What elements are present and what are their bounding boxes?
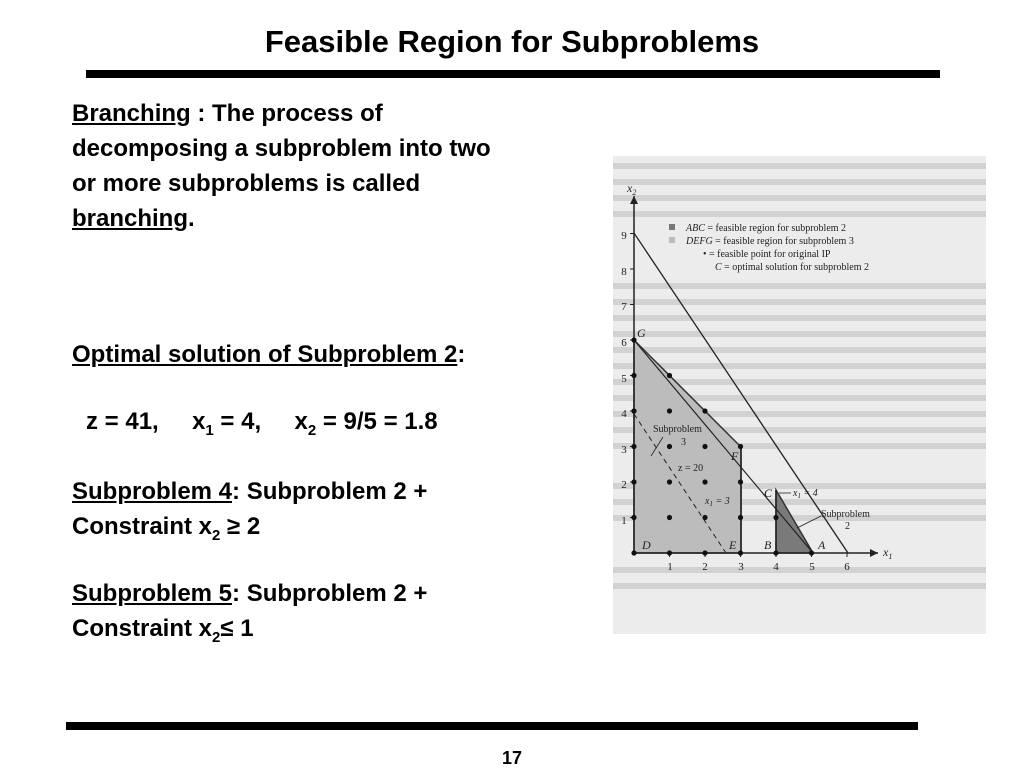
- page-number: 17: [501, 748, 523, 768]
- feasible-point: [738, 479, 743, 484]
- slide-title: Feasible Region for Subproblems: [264, 24, 760, 59]
- feasible-region-plot: [613, 156, 986, 634]
- x-axis-arrow: [870, 549, 878, 557]
- x1-eq-4-label: $x_1 = 4$: [793, 488, 818, 500]
- feasible-point: [702, 515, 707, 520]
- point-label-g: G: [637, 326, 646, 340]
- feasible-point: [809, 550, 814, 555]
- y-axis-label: $x_2$: [627, 181, 637, 197]
- feasible-region-figure: [613, 156, 986, 634]
- feasible-point: [738, 550, 743, 555]
- subproblem-5-constraint: Constraint $x_2\le 1$: [72, 615, 254, 646]
- y-tick-label: 7: [621, 301, 627, 313]
- y-tick-label: 5: [621, 373, 627, 385]
- feasible-point: [667, 550, 672, 555]
- optimal-heading-colon: :: [457, 341, 466, 368]
- feasible-point: [773, 515, 778, 520]
- legend-item-abc: ABC = feasible region for subproblem 2: [686, 223, 847, 234]
- subproblem-4-rest: : Subproblem 2 +: [232, 478, 428, 505]
- y-tick-label: 9: [621, 230, 627, 242]
- optimal-heading: [72, 337, 465, 372]
- subproblem-3-region: [634, 340, 741, 553]
- legend-item-point: • = feasible point for original IP: [703, 249, 831, 260]
- subproblem-4-constraint: Constraint $x_2 \ge 2$: [72, 513, 261, 544]
- top-rule: [86, 70, 940, 78]
- point-label-a: A: [818, 538, 826, 552]
- x-axis-label: $x_1$: [883, 545, 893, 561]
- figure-legend: [669, 223, 869, 273]
- feasible-point: [631, 373, 636, 378]
- branching-line-1: : The process of: [190, 100, 383, 127]
- feasible-point: [631, 444, 636, 449]
- x-tick-label: 2: [702, 561, 708, 573]
- branching-definition: [72, 96, 491, 236]
- point-label-e: E: [729, 538, 737, 552]
- legend-swatch-abc: [669, 224, 675, 230]
- y-tick-label: 2: [621, 479, 627, 491]
- x-tick-label: 1: [667, 561, 673, 573]
- x-tick-label: 6: [844, 561, 850, 573]
- feasible-point: [667, 479, 672, 484]
- branching-line-2: decomposing a subproblem into two: [72, 135, 491, 162]
- feasible-point: [738, 444, 743, 449]
- legend-item-defg: DEFG = feasible region for subproblem 3: [686, 236, 854, 247]
- bottom-rule: [66, 722, 918, 730]
- subproblem-3-label: Subproblem: [653, 424, 702, 435]
- point-label-b: B: [764, 538, 772, 552]
- x1-value: $x_1 = 4$,: [192, 408, 262, 439]
- feasible-point: [667, 408, 672, 413]
- feasible-point: [702, 444, 707, 449]
- y-tick-label: 1: [621, 515, 627, 527]
- subproblem-2-label: Subproblem: [821, 509, 870, 520]
- feasible-point: [667, 444, 672, 449]
- legend-item-c: C = optimal solution for subproblem 2: [715, 262, 869, 273]
- subproblem-5-rest: : Subproblem 2 +: [232, 580, 428, 607]
- subproblem-3-number: 3: [681, 437, 686, 448]
- feasible-point: [667, 373, 672, 378]
- branching-line-3: or more subproblems is called: [72, 170, 421, 197]
- subproblem-5-label: Subproblem 5: [72, 580, 233, 607]
- feasible-point: [773, 550, 778, 555]
- subproblem-2-number: 2: [845, 521, 850, 532]
- point-label-c: C: [764, 486, 773, 500]
- legend-swatch-defg: [669, 237, 675, 243]
- point-label-d: D: [642, 538, 651, 552]
- subproblem-4-label: Subproblem 4: [72, 478, 233, 505]
- feasible-point: [631, 515, 636, 520]
- feasible-point: [631, 408, 636, 413]
- feasible-point: [702, 479, 707, 484]
- optimal-values: [86, 404, 438, 448]
- y-tick-label: 3: [621, 444, 627, 456]
- branching-term: Branching: [72, 100, 191, 127]
- branching-end: .: [188, 205, 195, 232]
- feasible-point: [631, 550, 636, 555]
- feasible-point: [738, 515, 743, 520]
- optimal-heading-text: Optimal solution of Subproblem 2: [72, 341, 458, 368]
- x-tick-label: 5: [809, 561, 815, 573]
- subproblem-4: [72, 474, 427, 553]
- x2-value: $x_2 = 9/5 = 1.8$: [294, 408, 438, 439]
- z-equals-20-label: z = 20: [678, 463, 704, 474]
- y-tick-label: 8: [621, 266, 627, 278]
- feasible-point: [702, 408, 707, 413]
- x-tick-label: 3: [738, 561, 744, 573]
- feasible-point: [667, 515, 672, 520]
- feasible-point: [702, 550, 707, 555]
- x-tick-label: 4: [773, 561, 779, 573]
- x1-eq-3-label: $x_1 = 3$: [705, 496, 730, 508]
- subproblem-5: [72, 576, 427, 655]
- feasible-point: [631, 479, 636, 484]
- point-label-f: F: [731, 449, 739, 463]
- y-tick-label: 4: [621, 408, 627, 420]
- branching-term-2: branching: [72, 205, 189, 232]
- z-value: z = 41,: [86, 408, 159, 435]
- feasible-point: [631, 337, 636, 342]
- y-tick-label: 6: [621, 337, 627, 349]
